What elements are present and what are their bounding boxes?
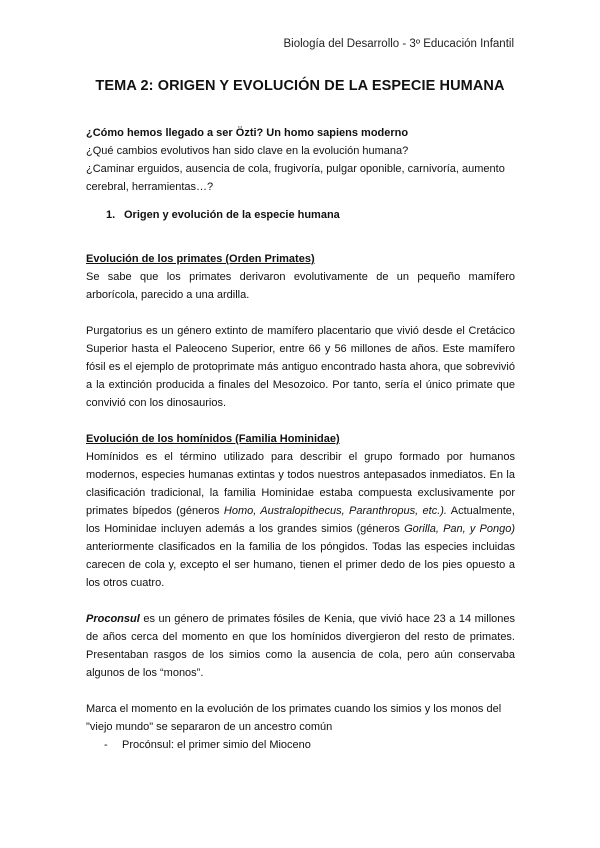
proconsul-term: Proconsul [86, 613, 140, 625]
list-item [86, 736, 515, 754]
section-1-number: 1. [106, 209, 116, 221]
intro-line-2: ¿Qué cambios evolutivos han sido clave en la evolución humana? [86, 145, 409, 157]
hominids-p1-genera-1: Homo, Australopithecus, Paranthropus, etc.). [223, 505, 447, 517]
section-1-title: Origen y evolución de la especie humana [124, 209, 340, 221]
primates-paragraph-2: Purgatorius es un género extinto de mamífero placentario que vivió desde el Cretácico Superior hasta el Paleoceno Superior, entre 66 y 56 millones de años. Este mamífero fósil es el ejemplo de protoprimate más antiguo encontrado hasta ahora, que sobrevivió a la extinción producida a finales del Mesozoico. Por tanto, sería el único primate que convivió con los dinosaurios. [86, 325, 515, 409]
primates-heading: Evolución de los primates (Orden Primates) [86, 253, 315, 265]
document-body [86, 124, 515, 754]
hominids-p1-part-b: Actualmente, los Hominidae incluyen además a los grandes simios (géneros [86, 505, 515, 535]
primates-paragraph-1: Se sabe que los primates derivaron evolutivamente de un pequeño mamífero arborícola, parecido a una ardilla. [86, 271, 515, 301]
proconsul-paragraph [86, 610, 515, 682]
hominids-p1-part-a: Homínidos es el término utilizado para describir el grupo formado por humanos modernos, especies humanas extintas y todos nuestros antepasados inmediatos. En la clasificación tradicional, la familia Hominidae estaba compuesta exclusivamente por primates bípedos (géneros [86, 451, 515, 517]
hominids-heading: Evolución de los homínidos (Familia Hominidae) [86, 433, 340, 445]
page-header: Biología del Desarrollo - 3º Educación Infantil [283, 38, 514, 50]
hominids-p1-part-c: anteriormente clasificados en la familia de los póngidos. Todas las especies incluidas carecen de cola y, excepto el ser humano, tienen el primer dedo de los pies opuesto a los otros cuatro. [86, 541, 515, 589]
intro-line-3: ¿Caminar erguidos, ausencia de cola, frugivoría, pulgar oponible, carnivoría, aumento cerebral, herramientas…? [86, 163, 505, 193]
separation-paragraph: Marca el momento en la evolución de los primates cuando los simios y los monos del "viejo mundo" se separaron de un ancestro común [86, 703, 502, 733]
page-title: TEMA 2: ORIGEN Y EVOLUCIÓN DE LA ESPECIE HUMANA [95, 78, 505, 94]
bullet-dash: - [104, 739, 108, 751]
hominids-p1-genera-2: Gorilla, Pan, y Pongo) [404, 523, 515, 535]
proconsul-text: es un género de primates fósiles de Kenia, que vivió hace 23 a 14 millones de años cerca del momento en que los homínidos divergieron del resto de primates. Presentaban rasgos de los simios como la ausencia de cola, pero aún conservaba algunos de los “monos”. [86, 613, 515, 679]
intro-question: ¿Cómo hemos llegado a ser Özti? Un homo sapiens moderno [86, 127, 409, 139]
bullet-text: Procónsul: el primer simio del Mioceno [122, 739, 311, 751]
hominids-paragraph-1 [86, 448, 515, 592]
section-1-heading [86, 206, 515, 224]
